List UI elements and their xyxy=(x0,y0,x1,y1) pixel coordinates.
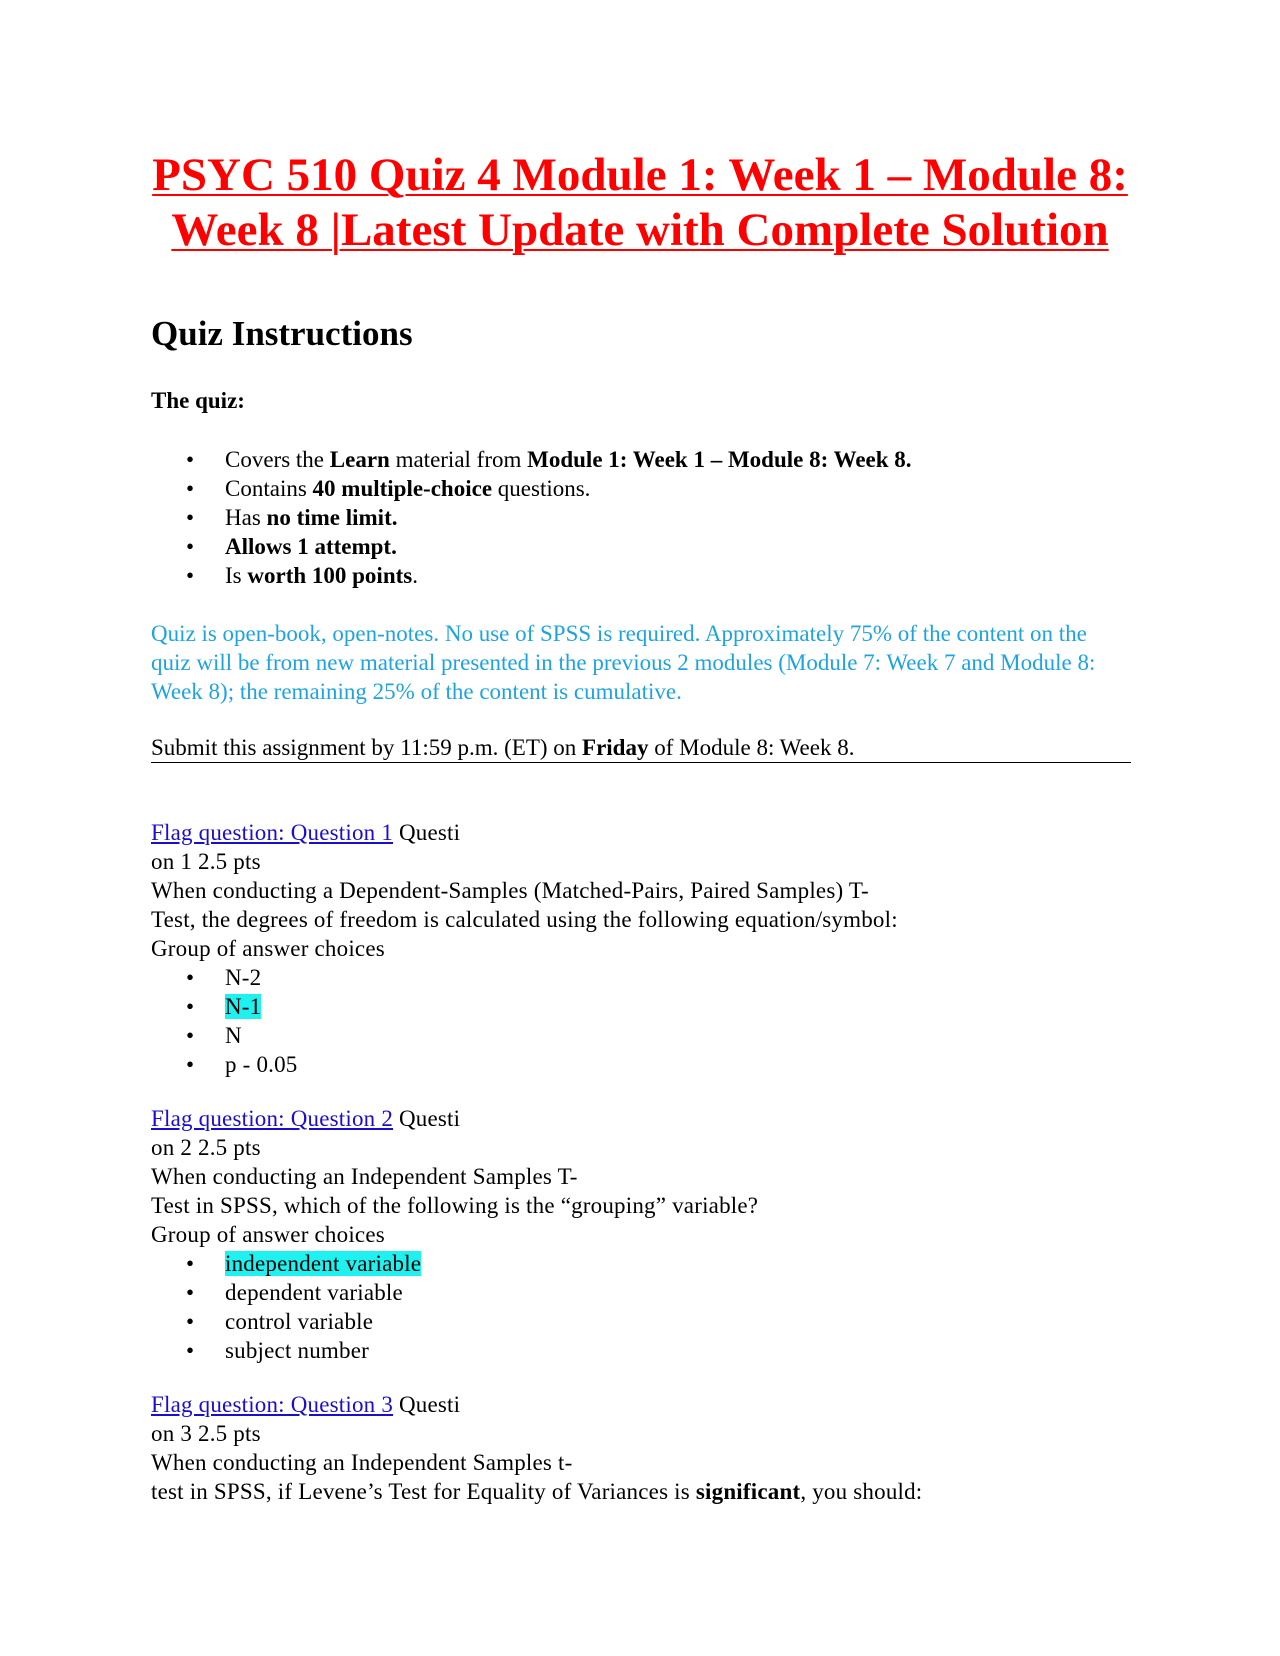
question-header: Flag question: Question 3 Questi xyxy=(151,1392,461,1417)
question-text: test in SPSS, if Levene’s Test for Equality of Variances is significant, you should: xyxy=(151,1479,923,1504)
answer-choice-selected[interactable] xyxy=(151,1249,1151,1278)
flag-question-link[interactable]: Flag question: Question 2 xyxy=(151,1106,394,1131)
rule-item: • Contains 40 multiple-choice questions. xyxy=(151,474,912,503)
question-points: on 1 2.5 pts xyxy=(151,849,261,874)
question-header: Flag question: Question 2 Questi xyxy=(151,1106,461,1131)
rule-item: • Has no time limit. xyxy=(151,503,912,532)
question-points: on 3 2.5 pts xyxy=(151,1421,261,1446)
question-1 xyxy=(151,818,1151,1079)
quiz-rules-list xyxy=(151,445,912,590)
flag-question-link[interactable]: Flag question: Question 3 xyxy=(151,1392,394,1417)
rule-item: • Covers the Learn material from Module 1: Week 1 – Module 8: Week 8. xyxy=(151,445,912,474)
answer-group-label: Group of answer choices xyxy=(151,936,385,961)
question-3 xyxy=(151,1390,1151,1506)
answer-choice[interactable]: • p - 0.05 xyxy=(151,1050,1151,1079)
title-line-1: PSYC 510 Quiz 4 Module 1: Week 1 – Module 8: xyxy=(152,149,1128,201)
question-text: When conducting an Independent Samples T- xyxy=(151,1164,578,1189)
question-header: Flag question: Question 1 Questi xyxy=(151,820,461,845)
document-title xyxy=(140,148,1140,258)
question-text: When conducting a Dependent-Samples (Matched-Pairs, Paired Samples) T- xyxy=(151,878,869,903)
highlighted-answer: independent variable xyxy=(225,1251,422,1276)
question-2 xyxy=(151,1104,1151,1365)
answer-choice[interactable]: • N-2 xyxy=(151,963,1151,992)
answer-choice[interactable]: • control variable xyxy=(151,1307,1151,1336)
question-text: When conducting an Independent Samples t- xyxy=(151,1450,573,1475)
rule-item: • Allows 1 attempt. xyxy=(151,532,912,561)
answer-choices xyxy=(151,1249,1151,1365)
answer-choice[interactable]: • subject number xyxy=(151,1336,1151,1365)
rule-item: • Is worth 100 points. xyxy=(151,561,912,590)
quiz-intro: The quiz: xyxy=(151,388,245,413)
quiz-note: Quiz is open-book, open-notes. No use of SPSS is required. Approximately 75% of the content on the quiz will be from new material presented in the previous 2 modules (Module 7: Week 7 and Module 8: Week 8); the remaining 25% of the content is cumulative. xyxy=(151,621,1096,704)
answer-choice[interactable]: • dependent variable xyxy=(151,1278,1151,1307)
question-text: Test, the degrees of freedom is calculated using the following equation/symbol: xyxy=(151,907,898,932)
submit-deadline: Submit this assignment by 11:59 p.m. (ET) on Friday of Module 8: Week 8. xyxy=(151,733,1131,763)
question-points: on 2 2.5 pts xyxy=(151,1135,261,1160)
question-text: Test in SPSS, which of the following is the “grouping” variable? xyxy=(151,1193,759,1218)
flag-question-link[interactable]: Flag question: Question 1 xyxy=(151,820,394,845)
answer-choice-selected[interactable] xyxy=(151,992,1151,1021)
section-heading: Quiz Instructions xyxy=(151,314,413,353)
answer-choice[interactable]: • N xyxy=(151,1021,1151,1050)
answer-choices xyxy=(151,963,1151,1079)
highlighted-answer: N-1 xyxy=(225,994,262,1019)
answer-group-label: Group of answer choices xyxy=(151,1222,385,1247)
title-line-2: Week 8 |Latest Update with Complete Solution xyxy=(171,204,1109,256)
